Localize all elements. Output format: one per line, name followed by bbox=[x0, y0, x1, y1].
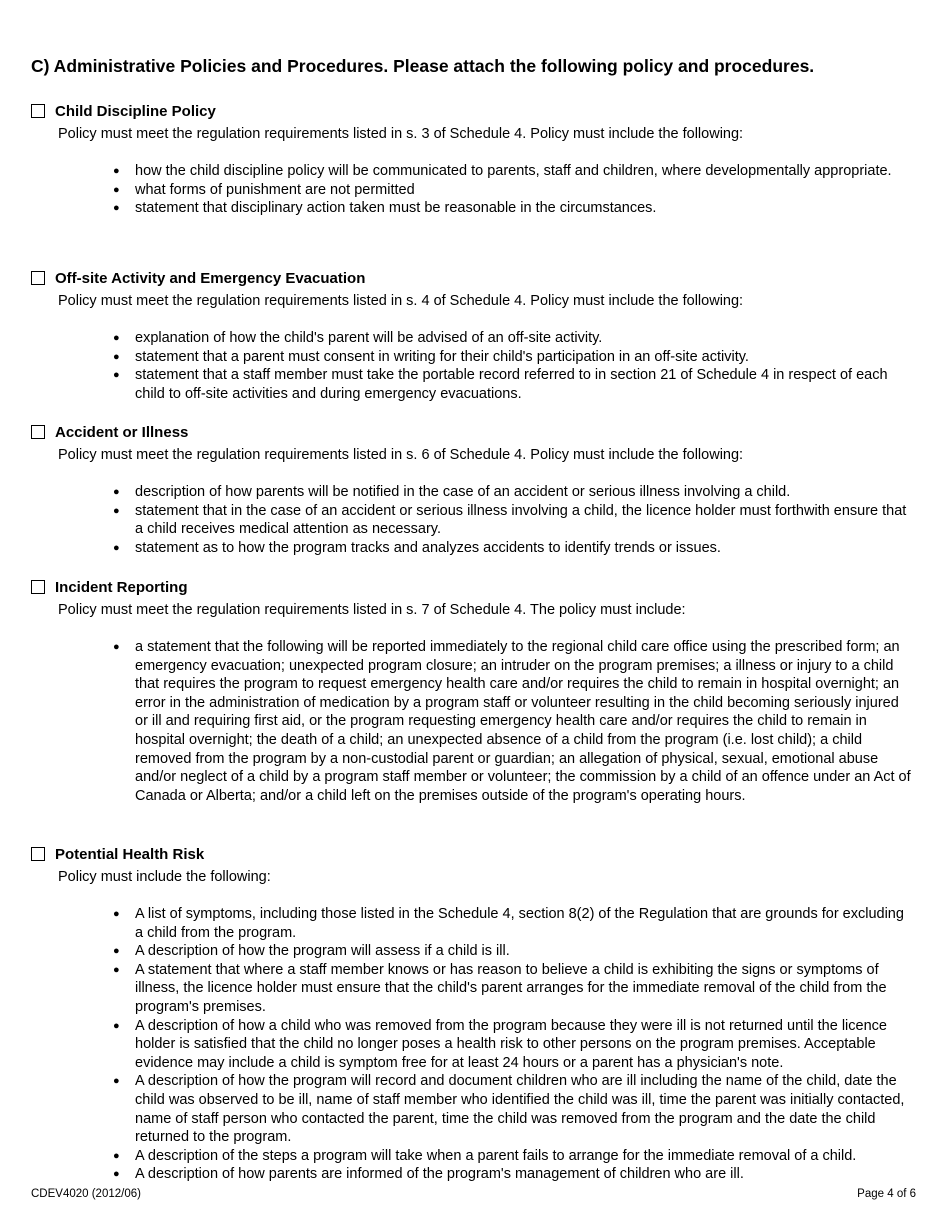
section-incident-reporting bbox=[31, 577, 921, 805]
section-header bbox=[31, 844, 921, 864]
section-header bbox=[31, 422, 921, 442]
requirements-list bbox=[113, 638, 915, 805]
list-item: ● explanation of how the child's parent will be advised of an off-site activity. bbox=[113, 329, 915, 348]
requirements-list bbox=[113, 905, 915, 1184]
section-description: Policy must meet the regulation requirements listed in s. 3 of Schedule 4. Policy must include the following: bbox=[58, 126, 744, 142]
section-header bbox=[31, 577, 921, 597]
page-title: C) Administrative Policies and Procedures. Please attach the following policy and procedures. bbox=[31, 56, 815, 76]
section-header bbox=[31, 101, 921, 121]
list-item: ● A statement that where a staff member knows or has reason to believe a child is exhibiting the signs or symptoms of illness, the licence holder must ensure that the child's parent arranges for the immediate removal of the child from the program's premises. bbox=[113, 961, 915, 1017]
section-title: Potential Health Risk bbox=[55, 845, 205, 863]
list-item: ● A description of how parents are informed of the program's management of children who are ill. bbox=[113, 1165, 915, 1184]
list-item: ● statement that in the case of an accident or serious illness involving a child, the licence holder must forthwith ensure that a child receives medical attention as necessary. bbox=[113, 502, 915, 539]
section-title: Child Discipline Policy bbox=[55, 102, 216, 120]
requirements-list bbox=[113, 329, 915, 403]
list-item: ● description of how parents will be notified in the case of an accident or serious illness involving a child. bbox=[113, 483, 915, 502]
list-item: ● A description of how the program will record and document children who are ill including the name of the child, date the child was observed to be ill, name of staff member who identified the child was ill, time the parent was initially contacted, name of staff person who contacted the parent, time the child was removed from the program and the date the child returned to the program. bbox=[113, 1072, 915, 1146]
section-title: Accident or Illness bbox=[55, 423, 189, 441]
incident-reporting-checkbox[interactable] bbox=[31, 580, 45, 594]
section-child-discipline bbox=[31, 101, 921, 218]
list-item: ● A list of symptoms, including those listed in the Schedule 4, section 8(2) of the Regulation that are grounds for excluding a child from the program. bbox=[113, 905, 915, 942]
section-description: Policy must meet the regulation requirements listed in s. 7 of Schedule 4. The policy must include: bbox=[58, 602, 686, 618]
list-item: ● statement as to how the program tracks and analyzes accidents to identify trends or issues. bbox=[113, 539, 915, 558]
page-number: Page 4 of 6 bbox=[857, 1188, 916, 1200]
section-description: Policy must include the following: bbox=[58, 869, 271, 885]
section-potential-health-risk bbox=[31, 844, 921, 1184]
child-discipline-checkbox[interactable] bbox=[31, 104, 45, 118]
section-description: Policy must meet the regulation requirements listed in s. 4 of Schedule 4. Policy must include the following: bbox=[58, 293, 744, 309]
list-item: ● how the child discipline policy will be communicated to parents, staff and children, where developmentally appropriate. bbox=[113, 162, 915, 181]
accident-illness-checkbox[interactable] bbox=[31, 425, 45, 439]
list-item: ● A description of how the program will assess if a child is ill. bbox=[113, 942, 915, 961]
list-item: ● A description of the steps a program will take when a parent fails to arrange for the immediate removal of a child. bbox=[113, 1147, 915, 1166]
off-site-activity-checkbox[interactable] bbox=[31, 271, 45, 285]
section-title: Off-site Activity and Emergency Evacuation bbox=[55, 269, 366, 287]
section-off-site-activity bbox=[31, 268, 921, 403]
section-accident-illness bbox=[31, 422, 921, 557]
requirements-list bbox=[113, 162, 915, 218]
list-item: ● statement that disciplinary action taken must be reasonable in the circumstances. bbox=[113, 199, 915, 218]
section-header bbox=[31, 268, 921, 288]
list-item: ● A description of how a child who was removed from the program because they were ill is not returned until the licence holder is satisfied that the child no longer poses a health risk to other persons on the program premises. Acceptable evidence may include a child is symptom free for at least 24 hours or a parent has a physician's note. bbox=[113, 1017, 915, 1073]
requirements-list bbox=[113, 483, 915, 557]
potential-health-risk-checkbox[interactable] bbox=[31, 847, 45, 861]
section-title: Incident Reporting bbox=[55, 578, 188, 596]
list-item: ● statement that a parent must consent in writing for their child's participation in an off-site activity. bbox=[113, 348, 915, 367]
list-item: ● a statement that the following will be reported immediately to the regional child care office using the prescribed form; an emergency evacuation; unexpected program closure; an intruder on the program premises; a illness or injury to a child that requires the program to request emergency health care and/or requires the child to remain in hospital overnight; an error in the administration of medication by a program staff or volunteer resulting in the child becoming seriously injured or ill and requiring first aid, or the program requesting emergency health care and/or requires the child to remain in hospital overnight; the death of a child; an unexpected absence of a child from the program (i.e. lost child); a child removed from the program by a non-custodial parent or guardian; an allegation of physical, sexual, emotional abuse and/or neglect of a child by a program staff member or volunteer; the commission by a child of an offence under an Act of Canada or Alberta; and/or a child left on the premises outside of the program's operating hours. bbox=[113, 638, 915, 805]
form-id: CDEV4020 (2012/06) bbox=[31, 1188, 141, 1200]
list-item: ● statement that a staff member must take the portable record referred to in section 21 of Schedule 4 in respect of each child to off-site activities and during emergency evacuations. bbox=[113, 366, 915, 403]
section-description: Policy must meet the regulation requirements listed in s. 6 of Schedule 4. Policy must include the following: bbox=[58, 447, 744, 463]
list-item: ● what forms of punishment are not permitted bbox=[113, 181, 915, 200]
